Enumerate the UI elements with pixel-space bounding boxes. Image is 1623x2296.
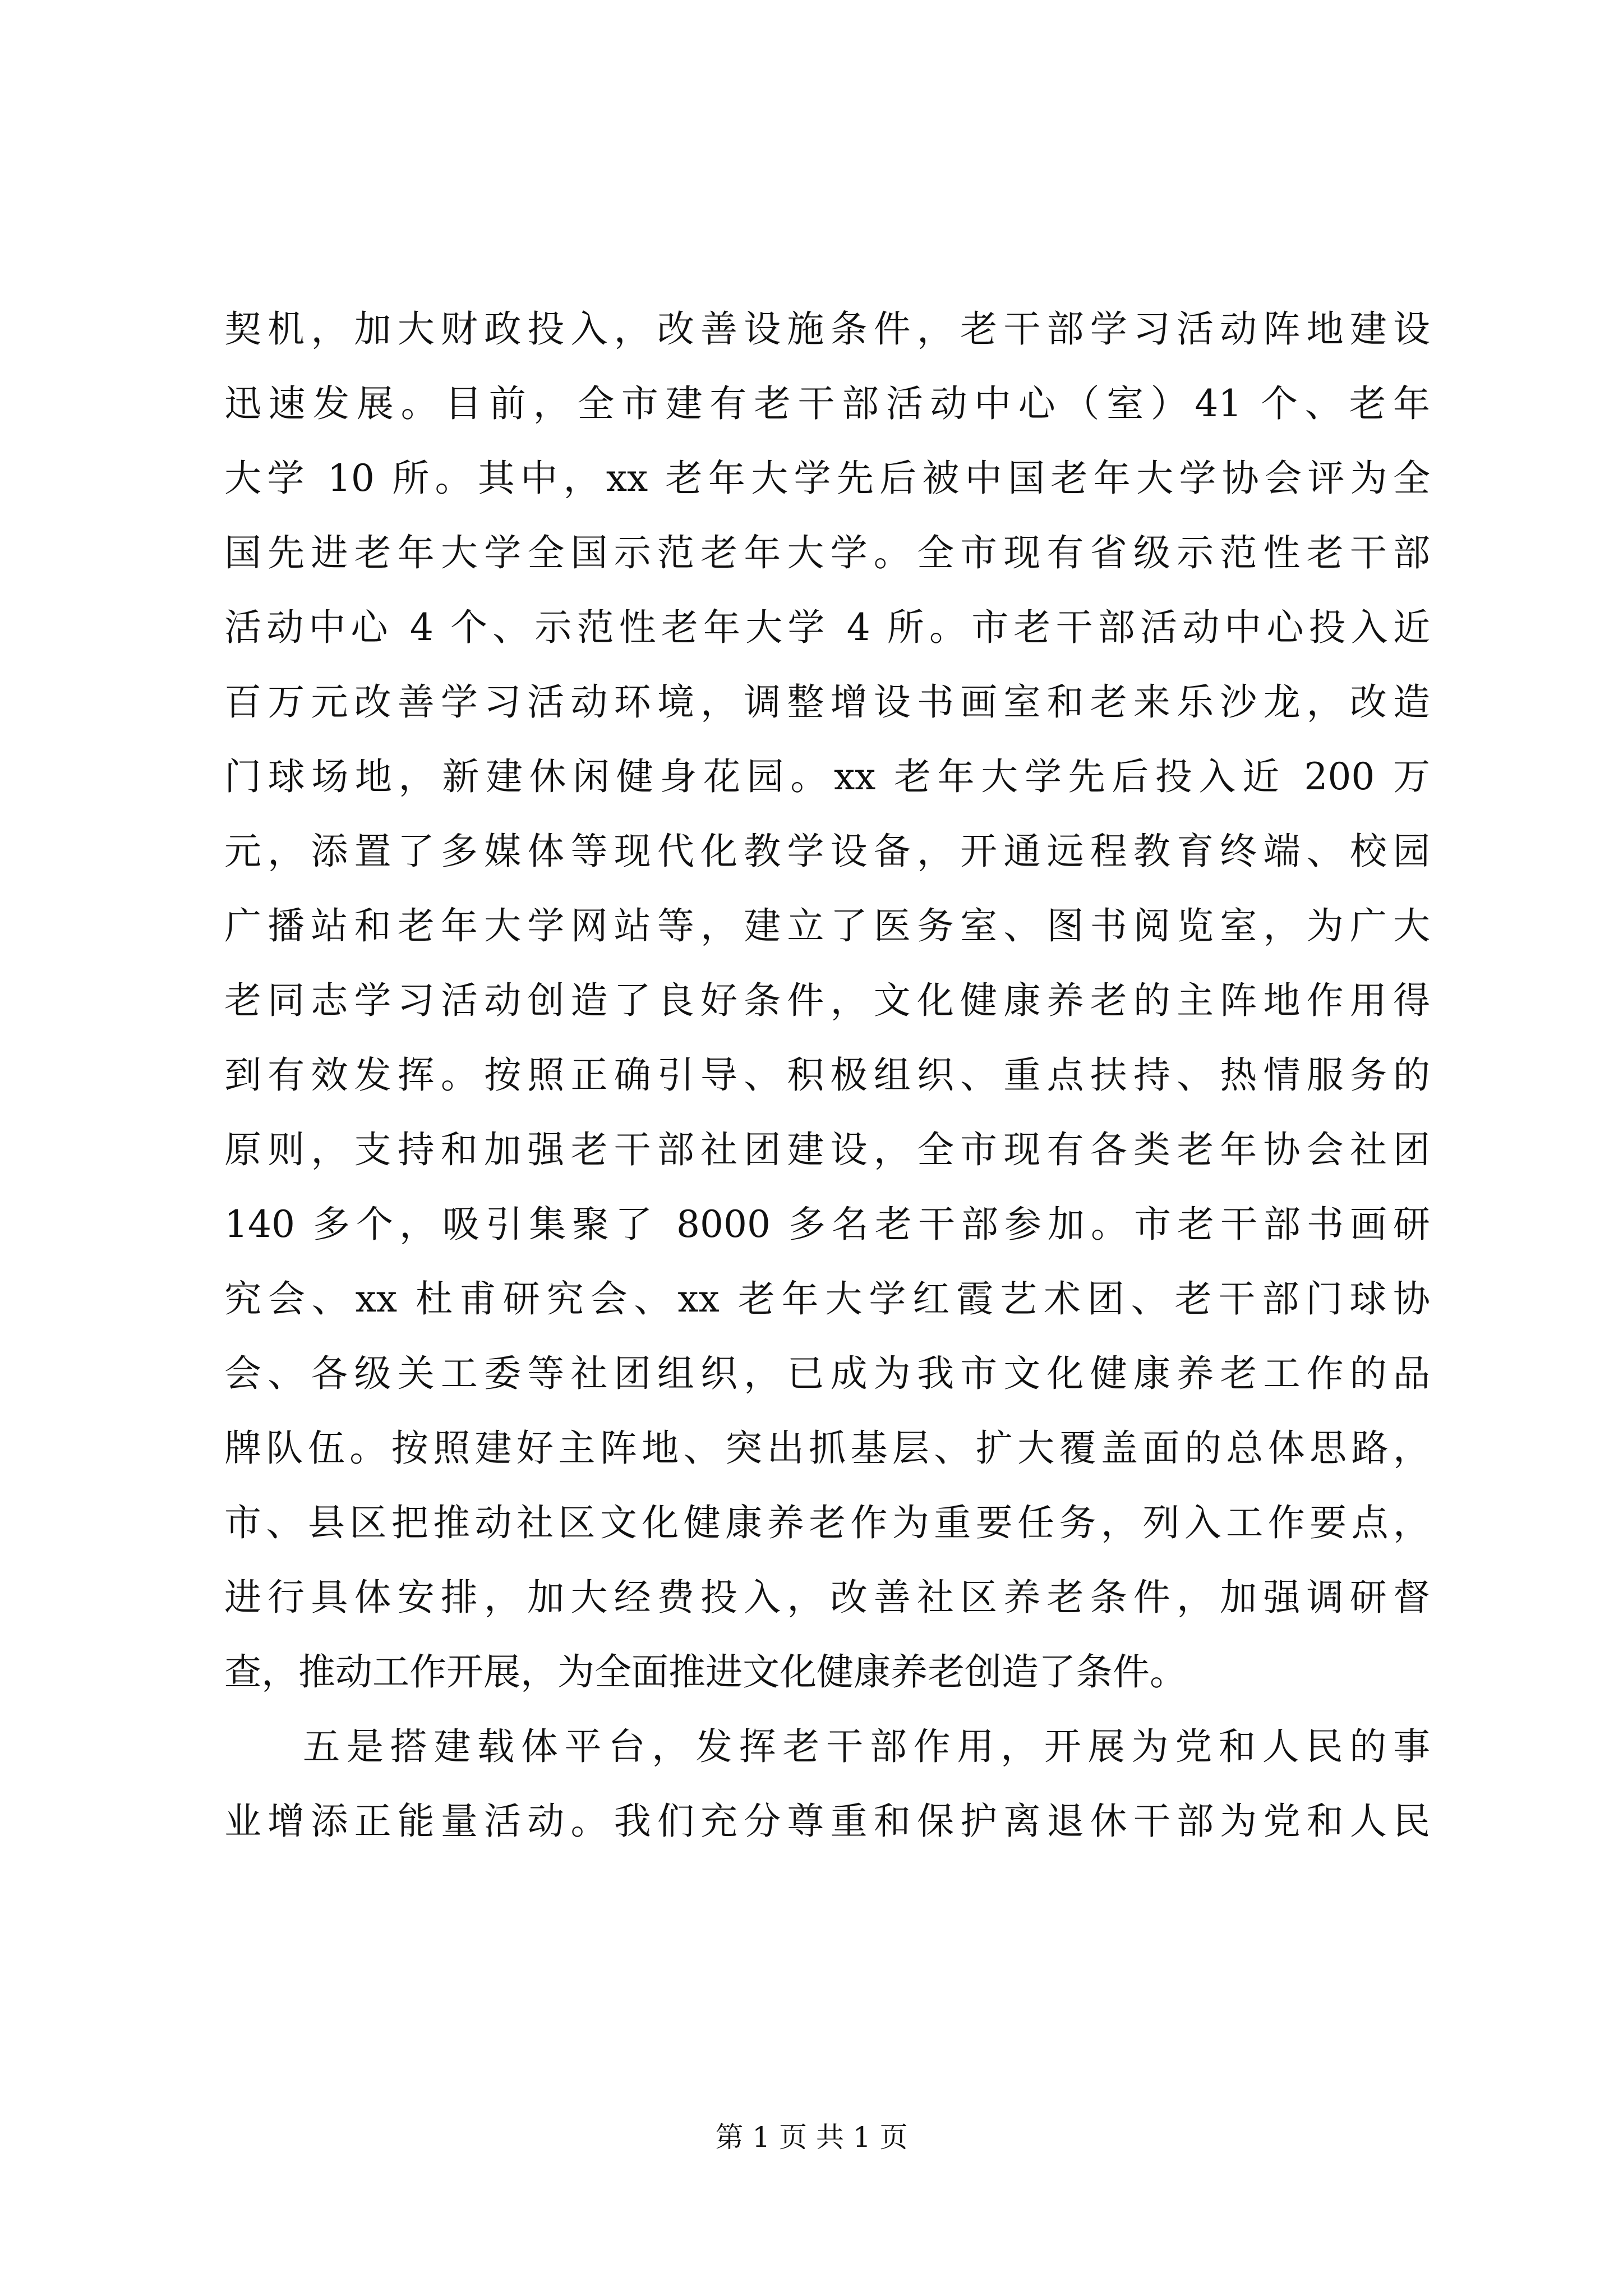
text-line: 业增添正能量活动。我们充分尊重和保护离退休干部为党和人民: [224, 1800, 1430, 1843]
text-line: 原则，支持和加强老干部社团建设，全市现有各类老年协会社团: [224, 1128, 1430, 1171]
paragraph-first-line: 五是搭建载体平台，发挥老干部作用，开展为党和人民的事: [303, 1725, 1430, 1768]
text-line: 老同志学习活动创造了良好条件，文化健康养老的主阵地作用得: [224, 979, 1430, 1022]
text-line: 国先进老年大学全国示范老年大学。全市现有省级示范性老干部: [224, 531, 1430, 574]
text-line: 迅速发展。目前，全市建有老干部活动中心（室）41 个、老年: [224, 382, 1430, 425]
text-line: 百万元改善学习活动环境，调整增设书画室和老来乐沙龙，改造: [224, 680, 1430, 724]
text-line: 契机，加大财政投入，改善设施条件，老干部学习活动阵地建设: [224, 307, 1430, 351]
text-line: 活动中心 4 个、示范性老年大学 4 所。市老干部活动中心投入近: [224, 606, 1430, 649]
text-line: 市、县区把推动社区文化健康养老作为重要任务，列入工作要点，: [224, 1501, 1430, 1544]
text-line: 到有效发挥。按照正确引导、积极组织、重点扶持、热情服务的: [224, 1053, 1430, 1097]
text-line: 广播站和老年大学网站等，建立了医务室、图书阅览室，为广大: [224, 904, 1430, 947]
text-line: 进行具体安排，加大经费投入，改善社区养老条件，加强调研督: [224, 1576, 1430, 1619]
text-line: 大学 10 所。其中，xx 老年大学先后被中国老年大学协会评为全: [224, 457, 1430, 500]
text-line: 究会、xx 杜甫研究会、xx 老年大学红霞艺术团、老干部门球协: [224, 1277, 1430, 1320]
text-line: 牌队伍。按照建好主阵地、突出抓基层、扩大覆盖面的总体思路，: [224, 1427, 1430, 1470]
text-line: 门球场地，新建休闲健身花园。xx 老年大学先后投入近 200 万: [224, 755, 1430, 798]
text-line: 元，添置了多媒体等现代化教学设备，开通远程教育终端、校园: [224, 830, 1430, 873]
document-body: [224, 292, 1430, 1858]
text-line: 会、各级关工委等社团组织，已成为我市文化健康养老工作的品: [224, 1352, 1430, 1395]
text-line: 140 多个，吸引集聚了 8000 多名老干部参加。市老干部书画研: [224, 1203, 1430, 1246]
text-line: 查，推动工作开展，为全面推进文化健康养老创造了条件。: [224, 1650, 1187, 1694]
page-footer: 第 1 页 共 1 页: [715, 2121, 908, 2154]
